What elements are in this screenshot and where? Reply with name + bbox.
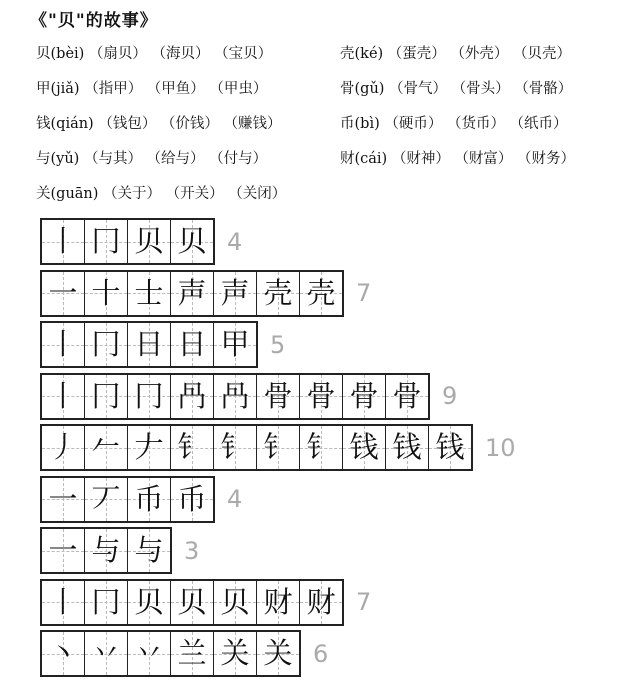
stroke-cell — [85, 272, 128, 315]
stroke-grid — [40, 270, 344, 317]
stroke-cell — [42, 272, 85, 315]
stroke-cell — [343, 375, 386, 418]
stroke-cell — [42, 220, 85, 263]
stroke-character: 骨 — [349, 378, 379, 413]
stroke-character: 𠂇 — [134, 430, 164, 464]
stroke-count: 10 — [485, 433, 516, 462]
stroke-character: 丨 — [48, 584, 78, 619]
stroke-cell — [85, 375, 128, 418]
stroke-grid — [40, 373, 430, 420]
vocab-entry-left: 与(yǔ) （与其） （给与） （付与） — [36, 151, 268, 167]
stroke-cell — [257, 581, 300, 624]
stroke-cell — [42, 375, 85, 418]
stroke-cell — [128, 220, 171, 263]
stroke-character: 𠂉 — [91, 430, 121, 464]
stroke-cell — [85, 220, 128, 263]
stroke-character: 冂 — [91, 327, 121, 361]
stroke-character: 与 — [91, 533, 121, 567]
stroke-character: 钱 — [435, 430, 465, 464]
stroke-character: 声 — [177, 275, 207, 310]
stroke-character: 十 — [91, 275, 121, 310]
stroke-cell — [42, 581, 85, 624]
stroke-cell — [171, 632, 214, 675]
stroke-character: 冂 — [134, 378, 164, 413]
stroke-cell — [214, 323, 257, 366]
stroke-cell — [85, 323, 128, 366]
stroke-order-row — [40, 477, 516, 522]
stroke-cell — [171, 323, 214, 366]
stroke-cell — [343, 426, 386, 469]
stroke-cell — [128, 632, 171, 675]
stroke-cell — [214, 632, 257, 675]
vocabulary-list — [36, 42, 636, 217]
stroke-cell — [128, 529, 171, 572]
stroke-character: 日 — [177, 327, 207, 361]
stroke-character: 声 — [220, 275, 250, 310]
stroke-character: 骨 — [263, 378, 293, 413]
stroke-character: 丨 — [48, 224, 78, 258]
page-title: 《"贝"的故事》 — [30, 11, 158, 31]
stroke-count: 5 — [270, 330, 286, 359]
stroke-character: 日 — [134, 327, 164, 361]
stroke-character: 冎 — [177, 378, 207, 413]
stroke-character: 贝 — [220, 584, 250, 619]
stroke-character: 丶 — [48, 636, 78, 670]
stroke-count: 7 — [356, 279, 372, 307]
vocab-row — [36, 147, 636, 182]
stroke-cell — [171, 478, 214, 521]
vocab-row — [36, 42, 636, 77]
stroke-cell — [85, 529, 128, 572]
stroke-character: 贝 — [177, 584, 207, 619]
stroke-count: 9 — [442, 382, 458, 410]
stroke-cell — [257, 632, 300, 675]
stroke-character: 一 — [48, 481, 78, 516]
stroke-cell — [300, 426, 343, 469]
stroke-cell — [257, 426, 300, 469]
vocab-entry-right: 骨(gǔ) （骨气） （骨头） （骨骼） — [340, 81, 573, 97]
vocab-row — [36, 112, 636, 147]
stroke-cell — [214, 375, 257, 418]
stroke-character: 币 — [177, 481, 207, 516]
stroke-grid — [40, 476, 215, 523]
stroke-order-row — [40, 425, 516, 470]
stroke-character: 钱 — [392, 430, 422, 464]
stroke-grid — [40, 218, 215, 265]
stroke-cell — [300, 272, 343, 315]
stroke-cell — [214, 272, 257, 315]
stroke-order-row — [40, 374, 516, 419]
stroke-cell — [128, 581, 171, 624]
vocab-entry-right: 壳(ké) （蛋壳） （外壳） （贝壳） — [340, 46, 572, 62]
vocab-entry-left: 甲(jiǎ) （指甲） （甲鱼） （甲虫） — [36, 81, 268, 97]
stroke-cell — [128, 375, 171, 418]
stroke-cell — [257, 272, 300, 315]
stroke-count: 4 — [227, 227, 243, 256]
stroke-character: 贝 — [134, 584, 164, 619]
stroke-character: 一 — [48, 533, 78, 567]
stroke-grid — [40, 630, 301, 677]
stroke-cell — [386, 426, 429, 469]
stroke-character: 士 — [134, 275, 164, 310]
stroke-cell — [214, 581, 257, 624]
stroke-character: 壳 — [306, 275, 336, 310]
stroke-character: 丿 — [48, 430, 78, 464]
stroke-cell — [42, 478, 85, 521]
stroke-character: 丨 — [48, 378, 78, 413]
stroke-character: 冂 — [91, 224, 121, 258]
vocab-entry-right: 币(bì) （硬币） （货币） （纸币） — [340, 116, 568, 132]
stroke-count: 4 — [227, 485, 243, 513]
stroke-count: 3 — [184, 536, 200, 565]
stroke-character: 关 — [263, 636, 293, 670]
vocab-row — [36, 77, 636, 112]
vocab-entry-left: 关(guān) （关于） （开关） （关闭） — [36, 186, 287, 202]
stroke-character: 财 — [306, 584, 336, 619]
stroke-cell — [214, 426, 257, 469]
stroke-grid — [40, 424, 473, 471]
stroke-cell — [171, 581, 214, 624]
stroke-character: 冎 — [220, 378, 250, 413]
stroke-character: 钅 — [306, 430, 336, 464]
stroke-cell — [42, 632, 85, 675]
stroke-character: 财 — [263, 584, 293, 619]
stroke-order-grids — [40, 219, 516, 683]
stroke-cell — [300, 581, 343, 624]
stroke-count: 7 — [356, 588, 372, 616]
stroke-cell — [42, 426, 85, 469]
vocab-row — [36, 182, 636, 217]
stroke-cell — [300, 375, 343, 418]
vocab-entry-right: 财(cái) （财神） （财富） （财务） — [340, 151, 576, 167]
stroke-character: 钅 — [177, 430, 207, 464]
stroke-character: 币 — [134, 481, 164, 516]
stroke-cell — [171, 272, 214, 315]
vocab-entry-left: 贝(bèi) （扇贝） （海贝） （宝贝） — [36, 46, 273, 62]
stroke-grid — [40, 321, 258, 368]
stroke-cell — [85, 478, 128, 521]
stroke-character: 贝 — [177, 224, 207, 258]
stroke-character: 钱 — [349, 430, 379, 464]
stroke-grid — [40, 527, 172, 574]
stroke-cell — [42, 529, 85, 572]
stroke-order-row — [40, 322, 516, 367]
stroke-cell — [171, 426, 214, 469]
stroke-character: 丷 — [134, 636, 164, 670]
stroke-grid — [40, 579, 344, 626]
stroke-cell — [429, 426, 472, 469]
stroke-cell — [42, 323, 85, 366]
stroke-cell — [128, 426, 171, 469]
stroke-character: 壳 — [263, 275, 293, 310]
stroke-count: 6 — [313, 639, 329, 668]
stroke-cell — [128, 272, 171, 315]
stroke-character: 冂 — [91, 584, 121, 619]
stroke-character: 钅 — [263, 430, 293, 464]
stroke-character: 骨 — [306, 378, 336, 413]
stroke-character: 骨 — [392, 378, 422, 413]
stroke-cell — [171, 220, 214, 263]
stroke-character: 关 — [220, 636, 250, 670]
stroke-character: 丨 — [48, 327, 78, 361]
stroke-cell — [128, 478, 171, 521]
stroke-order-row — [40, 271, 516, 316]
stroke-character: 贝 — [134, 224, 164, 258]
stroke-character: 甲 — [220, 327, 250, 361]
stroke-character: 丆 — [91, 481, 121, 516]
stroke-order-row — [40, 219, 516, 264]
stroke-cell — [128, 323, 171, 366]
vocab-entry-left: 钱(qián) （钱包） （价钱） （赚钱） — [36, 116, 282, 132]
stroke-order-row — [40, 580, 516, 625]
stroke-character: 钅 — [220, 430, 250, 464]
stroke-cell — [85, 426, 128, 469]
stroke-character: 与 — [134, 533, 164, 567]
stroke-order-row — [40, 631, 516, 676]
stroke-character: 一 — [48, 275, 78, 310]
stroke-order-row — [40, 528, 516, 573]
stroke-cell — [85, 632, 128, 675]
stroke-character: 兰 — [177, 636, 207, 670]
stroke-character: 冂 — [91, 378, 121, 413]
stroke-cell — [386, 375, 429, 418]
stroke-cell — [85, 581, 128, 624]
stroke-character: 丷 — [91, 636, 121, 670]
stroke-cell — [171, 375, 214, 418]
stroke-cell — [257, 375, 300, 418]
